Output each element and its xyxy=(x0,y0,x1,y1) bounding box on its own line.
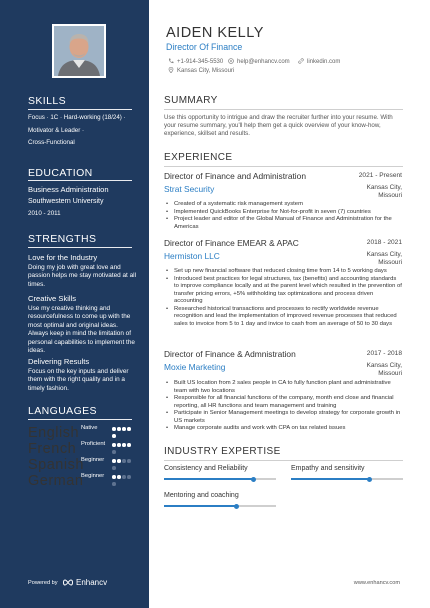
dot-empty xyxy=(127,459,131,463)
education-heading: EDUCATION xyxy=(28,167,93,179)
job-company: Strat Security xyxy=(164,184,215,194)
language-level: Beginner xyxy=(81,457,105,463)
skill-line: Cross-Functional xyxy=(28,139,75,146)
language-level: Beginner xyxy=(81,473,105,479)
language-name: Spanish xyxy=(28,457,84,473)
experience-divider xyxy=(164,166,403,167)
education-school: Southwestern University xyxy=(28,198,104,205)
education-years: 2010 - 2011 xyxy=(28,210,61,217)
job-bullet: • Participate in Senior Management meetings to develop strategy for corporate growth in US markets xyxy=(164,410,402,425)
education-divider xyxy=(28,180,132,181)
job-company: Hermiston LLC xyxy=(164,251,220,261)
language-dots xyxy=(112,426,136,440)
job-date: 2021 - Present xyxy=(358,172,402,179)
skills-heading: SKILLS xyxy=(28,95,67,107)
language-name: English xyxy=(28,425,80,441)
expertise-heading: INDUSTRY EXPERTISE xyxy=(164,446,281,457)
job-company: Moxie Marketing xyxy=(164,362,226,372)
expertise-bar-fill xyxy=(164,505,237,507)
expertise-label: Consistency and Reliability xyxy=(164,465,248,472)
dot-empty xyxy=(122,459,126,463)
dot-empty xyxy=(122,475,126,479)
job-bullet: • Implemented QuickBooks Enterprise for Not-for-profit in seven (7) countries xyxy=(164,209,402,217)
dot-filled xyxy=(117,459,121,463)
email-contact[interactable] xyxy=(228,58,290,65)
email-text: help@enhancv.com xyxy=(237,59,290,65)
dot-filled xyxy=(122,443,126,447)
job-date: 2018 - 2021 xyxy=(366,239,402,246)
job-bullet: • Project leader and editor of the Global Manual of Finance and Administration for the Americas xyxy=(164,216,402,231)
expertise-divider xyxy=(164,460,403,461)
summary-divider xyxy=(164,109,403,110)
language-level: Native xyxy=(81,425,98,431)
candidate-name: AIDEN KELLY xyxy=(166,25,264,41)
link-icon xyxy=(298,58,304,64)
linkedin-text: linkedin.com xyxy=(307,59,341,65)
brand-name: Enhancv xyxy=(76,578,108,587)
job-bullets xyxy=(164,201,402,231)
job-title: Director of Finance & Admnistration xyxy=(164,349,296,359)
strength-text: Doing my job with great love and passion helps me stay motivated at all times. xyxy=(28,264,136,288)
language-level: Proficient xyxy=(81,441,106,447)
language-row xyxy=(28,473,136,489)
job-bullets xyxy=(164,380,402,433)
language-row xyxy=(28,425,136,441)
brand-logo[interactable] xyxy=(62,578,107,587)
job-location: Kansas City, Missouri xyxy=(366,184,402,199)
powered-by-label: Powered by xyxy=(28,580,58,586)
language-row xyxy=(28,457,136,473)
location-contact xyxy=(168,67,234,74)
job-location: Kansas City, Missouri xyxy=(366,251,402,266)
language-name: French xyxy=(28,441,77,457)
phone-contact[interactable] xyxy=(168,58,223,65)
phone-text: +1-914-345-5530 xyxy=(177,59,224,65)
dot-empty xyxy=(127,475,131,479)
summary-heading: SUMMARY xyxy=(164,95,218,106)
language-row xyxy=(28,441,136,457)
strength-title: Love for the Industry xyxy=(28,253,98,262)
linkedin-contact[interactable] xyxy=(298,58,340,65)
language-dots xyxy=(112,442,136,456)
summary-text: Use this opportunity to intrigue and draw the recruiter further into your resume. With your resume summary, you'll help them get a quick overview of your know-how, experience, skillset and results. xyxy=(164,114,393,137)
job-title: Director of Finance EMEAR & APAC xyxy=(164,238,299,248)
expertise-bar xyxy=(164,478,276,480)
strength-title: Creative Skills xyxy=(28,294,77,303)
expertise-bar-fill xyxy=(291,478,369,480)
job-bullets xyxy=(164,268,402,328)
expertise-label: Empathy and sensitivity xyxy=(291,465,365,472)
location-text: Kansas City, Missouri xyxy=(177,68,235,74)
language-dots xyxy=(112,474,136,488)
expertise-bar-knob xyxy=(251,477,256,482)
job-bullet: • Introduced best practices for legal structures, tax (benefits) and accounting standards to improve compliance locally and at the parent level which resulted in the prevention of transfer pricing errors, +5% withholding tax optimizations and process driven accounting xyxy=(164,276,402,306)
job-bullet: • Built US location from 2 sales people in CA to fully function plant and administrative team with two locations xyxy=(164,380,402,395)
job-bullet: • Created of a systematic risk management system xyxy=(164,201,402,209)
dot-filled xyxy=(112,434,116,438)
dot-filled xyxy=(122,427,126,431)
dot-empty xyxy=(112,482,116,486)
expertise-bar xyxy=(291,478,403,480)
dot-filled xyxy=(112,427,116,431)
dot-filled xyxy=(127,443,131,447)
infinity-icon xyxy=(62,579,74,586)
dot-filled xyxy=(117,427,121,431)
job-location: Kansas City, Missouri xyxy=(366,362,402,377)
profile-photo xyxy=(52,24,106,78)
language-name: German xyxy=(28,473,84,489)
dot-filled xyxy=(127,427,131,431)
job-bullet: • Researched historical transactions and processes to rectify worldwide revenue recognition and lead the implementation of improved revenue processes that reduced sales to invoice from 5 to 1 day and invice to cash from an average of 50 to 30 days xyxy=(164,306,402,329)
expertise-bar-knob xyxy=(234,504,239,509)
dot-filled xyxy=(112,443,116,447)
dot-empty xyxy=(112,450,116,454)
strength-text: Focus on the key inputs and deliver them with the right quality and in a timely fashion. xyxy=(28,368,129,392)
dot-empty xyxy=(112,466,116,470)
skills-divider xyxy=(28,109,132,110)
languages-divider xyxy=(28,419,132,420)
sidebar xyxy=(0,0,149,608)
job-bullet: • Manage corporate audits and work with CPA on tax related issues xyxy=(164,425,402,433)
expertise-bar-fill xyxy=(164,478,254,480)
skill-line: Motivator & Leader · xyxy=(28,127,85,134)
language-dots xyxy=(112,458,136,472)
strengths-heading: STRENGTHS xyxy=(28,233,97,245)
expertise-bar xyxy=(164,505,276,507)
candidate-role: Director Of Finance xyxy=(166,42,243,52)
expertise-label: Mentoring and coaching xyxy=(164,492,239,499)
strength-title: Delivering Results xyxy=(28,357,90,366)
strengths-divider xyxy=(28,247,132,248)
dot-filled xyxy=(112,475,116,479)
job-date: 2017 - 2018 xyxy=(366,350,402,357)
job-title: Director of Finance and Administration xyxy=(164,171,306,181)
dot-filled xyxy=(117,443,121,447)
dot-filled xyxy=(117,475,121,479)
languages-heading: LANGUAGES xyxy=(28,405,97,417)
strength-text: Use my creative thinking and resourcefulness to come up with the most optimal and original ideas. Always keep in mind the limitation of personal capabilities to implement the ideas. xyxy=(28,305,135,355)
website-link[interactable]: www.enhancv.com xyxy=(353,580,400,586)
skill-line: Focus · 1C · Hard-working (18/24) · xyxy=(28,114,126,121)
experience-heading: EXPERIENCE xyxy=(164,152,233,163)
job-bullet: • Responsible for all financial functions of the company, month end close and financial reporting, all HR functions and team management and training xyxy=(164,395,402,410)
dot-filled xyxy=(112,459,116,463)
expertise-bar-knob xyxy=(367,477,372,482)
at-icon xyxy=(228,58,234,64)
phone-icon xyxy=(168,58,174,64)
education-degree: Business Administration xyxy=(28,185,109,194)
location-pin-icon xyxy=(168,67,174,73)
job-bullet: • Set up new financial software that reduced closing time from 14 to 5 working days xyxy=(164,268,402,276)
